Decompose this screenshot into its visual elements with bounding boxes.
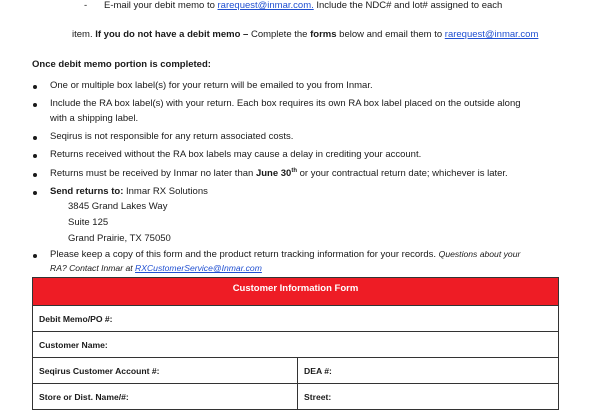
- form-row-store: [33, 384, 558, 410]
- address-suite: Suite 125: [68, 217, 109, 228]
- customer-service-link[interactable]: RXCustomerService@Inmar.com: [135, 263, 262, 273]
- bullet-deadline: Returns must be received by Inmar no later than June 30th or your contractual return date; whichever is later.: [50, 168, 508, 180]
- item-instruction-line: item. If you do not have a debit memo – Complete the forms below and email them to rarequest@inmar.com: [72, 29, 539, 40]
- street-field[interactable]: Street:: [304, 392, 332, 402]
- form-title: Customer Information Form: [33, 278, 558, 306]
- account-number-field[interactable]: Seqirus Customer Account #:: [33, 358, 298, 383]
- form-row-account: [33, 358, 558, 384]
- bullet-box-label-email: One or multiple box label(s) for your return will be emailed to you from Inmar.: [50, 80, 373, 91]
- bullet-dot: [33, 103, 37, 107]
- address-city: Grand Prairie, TX 75050: [68, 233, 171, 244]
- bullet-dot: [33, 254, 37, 258]
- store-name-field[interactable]: Store or Dist. Name/#:: [33, 384, 298, 409]
- customer-information-form: [32, 277, 559, 410]
- debit-memo-field[interactable]: Debit Memo/PO #:: [39, 314, 113, 324]
- form-row-customer-name: [33, 332, 558, 358]
- bullet-keep-copy-1: Please keep a copy of this form and the product return tracking information for your records. Questions about your: [50, 249, 521, 260]
- bullet-dot: [33, 136, 37, 140]
- bullet-costs: Seqirus is not responsible for any return associated costs.: [50, 131, 294, 142]
- address-street: 3845 Grand Lakes Way: [68, 201, 168, 212]
- email-link[interactable]: rarequest@inmar.com.: [217, 0, 314, 11]
- bullet-delay: Returns received without the RA box labels may cause a delay in crediting your account.: [50, 149, 422, 160]
- bullet-keep-copy-2: RA? Contact Inmar at RXCustomerService@Inmar.com: [50, 263, 262, 273]
- form-row-debit-memo: [33, 306, 558, 332]
- bullet-dot: [33, 154, 37, 158]
- customer-name-field[interactable]: Customer Name:: [39, 340, 108, 350]
- bullet-dot: [33, 191, 37, 195]
- bullet-dot: [33, 173, 37, 177]
- bullet-include-label-1: Include the RA box label(s) with your return. Each box requires its own RA box label placed on the outside along: [50, 98, 521, 109]
- dash-marker: -: [84, 0, 88, 11]
- dea-field[interactable]: DEA #:: [304, 366, 332, 376]
- bullet-dot: [33, 85, 37, 89]
- completed-heading: Once debit memo portion is completed:: [32, 59, 211, 70]
- email-link-2[interactable]: rarequest@inmar.com: [444, 29, 539, 40]
- email-instruction-line: E-mail your debit memo to rarequest@inmar.com. Include the NDC# and lot# assigned to each: [104, 0, 503, 11]
- bullet-send-returns: Send returns to: Inmar RX Solutions: [50, 186, 208, 197]
- bullet-include-label-2: with a shipping label.: [50, 113, 139, 124]
